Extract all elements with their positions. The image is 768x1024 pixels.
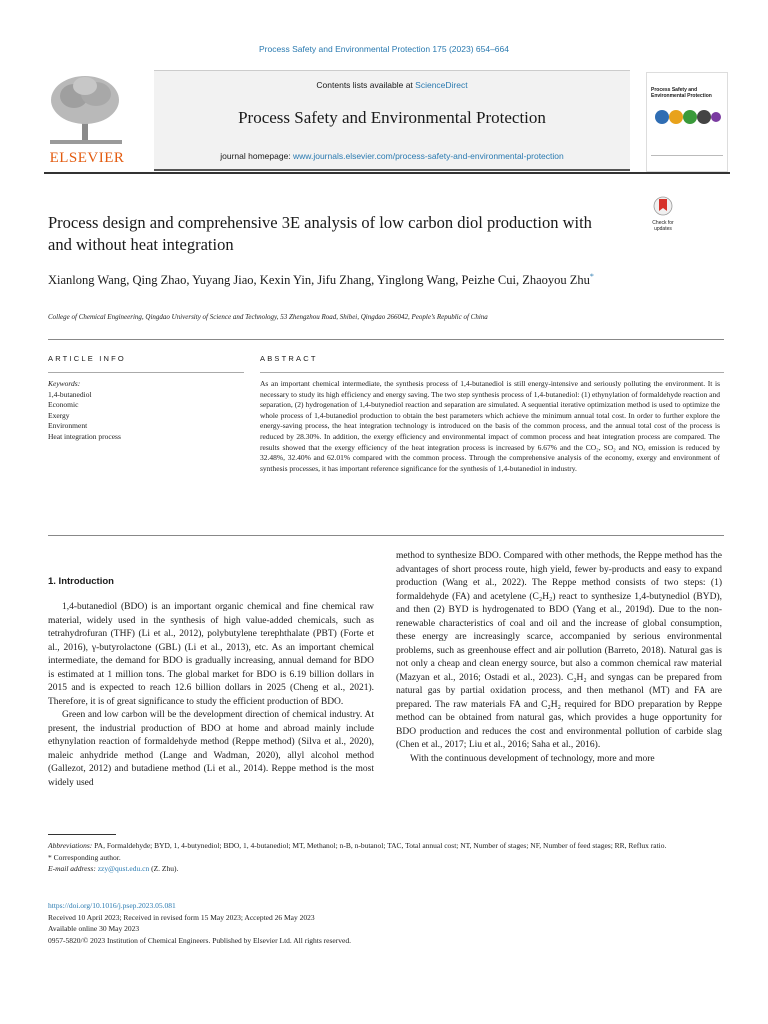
cover-footer-rule	[651, 155, 723, 156]
email-suffix: (Z. Zhu).	[151, 864, 179, 873]
keyword-item: Heat integration process	[48, 431, 121, 441]
journal-cover[interactable]	[646, 72, 728, 172]
email-link[interactable]: zzy@qust.edu.cn	[97, 864, 150, 873]
abstract-bottom-rule	[48, 535, 724, 536]
body-paragraph: method to synthesize BDO. Compared with other methods, the Reppe method has the advantages of short process route, high yield, fewer by-products and easy to expand production (Wang et al., 2022). The Reppe method consists of two steps: (1) formaldehyde (FA) and acetylene (C₂H₂) react to synthesize 1,4-butynediol (BYD), and then (2) BYD is hydrogenated to BDO (Yang et al., 2019d). Due to the non-renewable characteristics of coal and oil and the increase of global consumption, these energy are increasingly scarce, accompanied by serious environmental problems, such as greenhouse effect and air pollution (Barreto, 2018). Natural gas is not only a cheap and clean energy source, but also a common chemical raw material (Mazyan et al., 2016; Ostadi et al., 2023). C₂H₂ and syngas can be prepared from natural gas by partial oxidation process, and then methanol (MT) and FA are prepared. The raw materials FA and C₂H₂ required for BDO preparation by Reppe method can be obtained from natural gas, which provides a huge opportunity for BDO production and reduces the cost and environmental pollution of carbide slag (Chen et al., 2017; Liu et al., 2016; Saha et al., 2016).	[396, 551, 722, 750]
body-paragraph: With the continuous development of technology, more and more	[410, 753, 655, 764]
sciencedirect-link[interactable]: ScienceDirect	[415, 80, 468, 90]
publication-info	[48, 900, 724, 946]
abstract-heading: ABSTRACT	[260, 354, 318, 363]
email-label: E-mail address:	[48, 864, 96, 873]
article-info-rule	[48, 372, 244, 373]
footnote-rule	[48, 834, 116, 835]
contents-prefix: Contents lists available at	[316, 80, 416, 90]
corresponding-author-mark[interactable]: *	[589, 272, 594, 281]
cover-graphic	[653, 107, 721, 127]
body-paragraph: 1,4-butanediol (BDO) is an important organic chemical and fine chemical raw material, widely used in the synthesis of high value-added chemicals, such as tetrahydrofuran (THF) (Li et al., 2012), polybutylene terephthalate (PBT) (Forte et al., 2016), γ-butyrolactone (GBL) (Li et al., 2013), etc. As an important chemical intermediate, the demand for BDO is gradually increasing, annual demand for BDO is estimated at 1 million tons. The global market for BDO is 6.19 billion dollars in 2015 and is expected to reach 12.6 billion dollars in 2025 (Cheng et al., 2021). Therefore, it is of great significance to study the efficient production of BDO.	[48, 602, 374, 707]
contents-line	[154, 80, 630, 90]
keyword-item: 1,4-butanediol	[48, 389, 92, 399]
body-left-column	[48, 601, 374, 790]
abbreviations-label: Abbreviations:	[48, 841, 93, 850]
keywords-label: Keywords:	[48, 379, 81, 388]
keyword-item: Environment	[48, 421, 88, 430]
check-updates-label: Check for updates	[652, 220, 674, 232]
corresponding-author-note: * Corresponding author.	[48, 852, 121, 862]
article-info-heading: ARTICLE INFO	[48, 354, 126, 363]
header-rule	[44, 172, 730, 174]
body-paragraph: Green and low carbon will be the development direction of chemical industry. At present, the industrial production of BDO at home and abroad mainly include ethynylation reaction of formaldehyde method (Reppe method) (Silva et al., 2020), maleic anhydride method (Lange and Wadman, 2020), allyl alcohol method (Gallezot, 2012) and butadiene method (Li et al., 2014). Reppe method is the most widely used	[48, 710, 374, 788]
abbreviations-text: PA, Formaldehyde; BYD, 1, 4-butynediol; BDO, 1, 4-butanediol; MT, Methanol; n-B, n-butanol; TAC, Total annual cost; NT, Number of stages; NF, Number of feed stages; RR, Reflux ratio.	[94, 841, 667, 850]
keyword-item: Exergy	[48, 410, 70, 420]
affiliation-rule	[48, 339, 724, 340]
doi-link[interactable]: https://doi.org/10.1016/j.psep.2023.05.081	[48, 901, 176, 910]
check-updates-icon	[646, 196, 680, 216]
homepage-link[interactable]: www.journals.elsevier.com/process-safety-and-environmental-protection	[293, 151, 564, 161]
body-right-column	[396, 550, 722, 766]
cover-title: Process Safety and Environmental Protection	[651, 87, 712, 99]
journal-homepage	[154, 151, 630, 161]
check-for-updates-badge[interactable]	[646, 196, 680, 232]
abstract-rule	[260, 372, 724, 373]
affiliation: College of Chemical Engineering, Qingdao University of Science and Technology, 53 Zhengzhou Road, Shibei, Qingdao 266042, People’s Republic of China	[48, 313, 488, 321]
author-list	[48, 268, 648, 289]
section-heading-introduction: 1. Introduction	[48, 576, 114, 587]
abstract-text: As an important chemical intermediate, the synthesis process of 1,4-butanediol is still energy-intensive and seriously polluting the environment. It is necessary to study its high efficiency and energy saving. The two step synthesis process of 1,4-butanediol: (1) ethynylation of formaldehyde reaction and separation, (2) hydrogenation of 1,4-butynediol reaction and separation are simulated. A sequential iterative optimization method is used to optimize the whole process of 1,4-butanediol production to obtain the best parameters which achieve the minimum annual total cost. In order to further explore the energy-saving process, the heat integration technology is introduced on the basis of the common process, and the annual total cost of the process is reduced by 28.30%. In addition, the exergy efficiency and environmental impact of common process and heat integration process are compared. The results showed that the exergy efficiency of the heat integration process is increased by 6.67% and the CO₂, SO₂ and NOₓ emission is reduced by 32.48%, 32.40% and 62.01% compared with the common process. Through the comprehensive analysis of the economy, exergy and environment of synthesis processes, it has important reference significance for the synthesis of 1,4-butanediol in industry.	[260, 379, 720, 473]
keyword-item: Economic	[48, 400, 79, 409]
homepage-prefix: journal homepage:	[220, 151, 294, 161]
journal-title: Process Safety and Environmental Protection	[238, 108, 546, 127]
copyright: 0957-5820/© 2023 Institution of Chemical Engineers. Published by Elsevier Ltd. All rights reserved.	[48, 935, 351, 945]
email-note	[48, 863, 724, 875]
footnotes	[48, 840, 724, 875]
available-online: Available online 30 May 2023	[48, 924, 140, 933]
received-dates: Received 10 April 2023; Received in revised form 15 May 2023; Accepted 26 May 2023	[48, 912, 315, 922]
keywords-block	[48, 379, 248, 442]
authors-text: Xianlong Wang, Qing Zhao, Yuyang Jiao, Kexin Yin, Jifu Zhang, Yinglong Wang, Peizhe Cui, Zhaoyou Zhu	[48, 273, 590, 288]
abbreviations-note	[48, 840, 724, 852]
journal-reference[interactable]: Process Safety and Environmental Protection 175 (2023) 654–664	[259, 44, 509, 54]
article-title: Process design and comprehensive 3E analysis of low carbon diol production with and without heat integration	[48, 213, 592, 254]
elsevier-wordmark: ELSEVIER	[49, 150, 125, 166]
